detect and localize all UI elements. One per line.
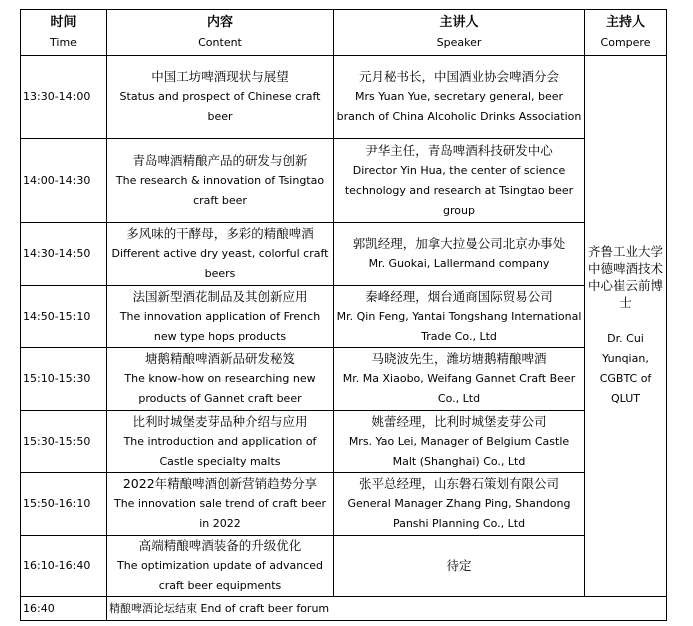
time-header: 时间 Time bbox=[21, 10, 107, 56]
table-row bbox=[21, 473, 667, 536]
topic-cell: 法国新型酒花制品及其创新应用 The innovation application of French new type hops products bbox=[107, 286, 334, 348]
speaker-cell: 张平总经理，山东磐石策划有限公司 General Manager Zhang Ping, Shandong Panshi Planning Co., Ltd bbox=[334, 473, 585, 536]
speaker-cell: 待定 bbox=[334, 536, 585, 597]
table-row bbox=[21, 56, 667, 139]
topic-cell: 2022年精酿啤酒创新营销趋势分享 The innovation sale trend of craft beer in 2022 bbox=[107, 473, 334, 536]
closing-time-cell: 16:40 bbox=[21, 597, 107, 621]
table-row bbox=[21, 536, 667, 597]
table-row bbox=[21, 348, 667, 411]
speaker-header: 主讲人 Speaker bbox=[334, 10, 585, 56]
table-row bbox=[21, 139, 667, 223]
speaker-cell: 元月秘书长，中国酒业协会啤酒分会 Mrs Yuan Yue, secretary general, beer branch of China Alcoholic Drinks Association bbox=[334, 56, 585, 139]
time-cell: 14:00-14:30 bbox=[21, 139, 107, 223]
time-cell: 15:30-15:50 bbox=[21, 411, 107, 473]
time-cell: 13:30-14:00 bbox=[21, 56, 107, 139]
table-row bbox=[21, 223, 667, 286]
closing-row bbox=[21, 597, 667, 621]
speaker-cell: 秦峰经理，烟台通商国际贸易公司 Mr. Qin Feng, Yantai Tongshang International Trade Co., Ltd bbox=[334, 286, 585, 348]
topic-cell: 高端精酿啤酒装备的升级优化 The optimization update of advanced craft beer equipments bbox=[107, 536, 334, 597]
speaker-cell: 姚蕾经理，比利时城堡麦芽公司 Mrs. Yao Lei, Manager of Belgium Castle Malt (Shanghai) Co., Ltd bbox=[334, 411, 585, 473]
table-row bbox=[21, 286, 667, 348]
time-cell: 16:10-16:40 bbox=[21, 536, 107, 597]
topic-cell: 比利时城堡麦芽品种介绍与应用 The introduction and application of Castle specialty malts bbox=[107, 411, 334, 473]
compere-header: 主持人 Compere bbox=[585, 10, 667, 56]
header-row bbox=[21, 10, 667, 56]
content-header: 内容 Content bbox=[107, 10, 334, 56]
table-row bbox=[21, 411, 667, 473]
time-cell: 15:50-16:10 bbox=[21, 473, 107, 536]
time-cell: 14:30-14:50 bbox=[21, 223, 107, 286]
closing-text-cell: 精酿啤酒论坛结束 End of craft beer forum bbox=[107, 597, 667, 621]
compere-cell: 齐鲁工业大学中德啤酒技术中心崔云前博士 Dr. Cui Yunqian, CGBTC of QLUT bbox=[585, 56, 667, 597]
topic-cell: 多风味的干酵母，多彩的精酿啤酒 Different active dry yeast, colorful craft beers bbox=[107, 223, 334, 286]
speaker-cell: 郭凯经理，加拿大拉曼公司北京办事处 Mr. Guokai, Lallermand company bbox=[334, 223, 585, 286]
topic-cell: 中国工坊啤酒现状与展望 Status and prospect of Chinese craft beer bbox=[107, 56, 334, 139]
time-cell: 15:10-15:30 bbox=[21, 348, 107, 411]
time-cell: 14:50-15:10 bbox=[21, 286, 107, 348]
schedule-table bbox=[20, 9, 667, 621]
topic-cell: 青岛啤酒精酿产品的研发与创新 The research & innovation of Tsingtao craft beer bbox=[107, 139, 334, 223]
speaker-cell: 马晓波先生，潍坊塘鹅精酿啤酒 Mr. Ma Xiaobo, Weifang Gannet Craft Beer Co., Ltd bbox=[334, 348, 585, 411]
topic-cell: 塘鹅精酿啤酒新品研发秘笈 The know-how on researching new products of Gannet craft beer bbox=[107, 348, 334, 411]
speaker-cell: 尹华主任，青岛啤酒科技研发中心 Director Yin Hua, the center of science technology and research at Tsingtao beer group bbox=[334, 139, 585, 223]
